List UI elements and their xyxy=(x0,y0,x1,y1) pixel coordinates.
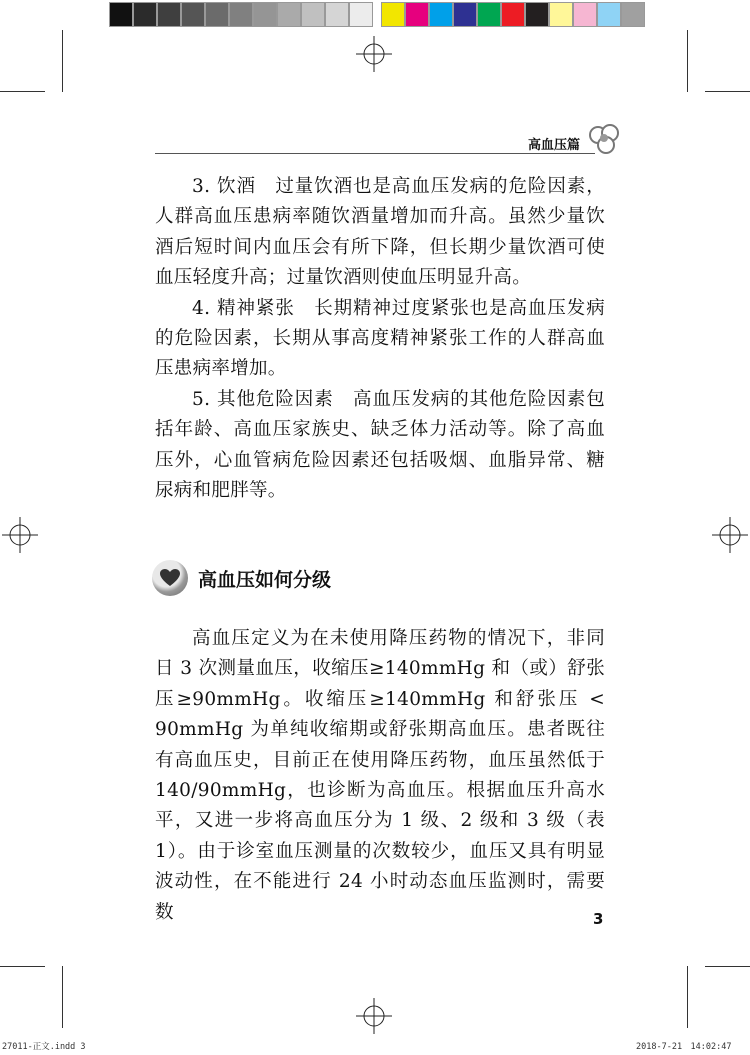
gray-swatch xyxy=(205,2,229,27)
color-swatch xyxy=(573,2,597,27)
slug-timestamp: 2018-7-21 14:02:47 xyxy=(636,1042,732,1052)
gray-swatch xyxy=(181,2,205,27)
gray-swatch xyxy=(157,2,181,27)
color-swatch xyxy=(405,2,429,27)
gray-swatch xyxy=(325,2,349,27)
registration-mark xyxy=(712,517,748,553)
paragraph-definition: 高血压定义为在未使用降压药物的情况下，非同日 3 次测量血压，收缩压≥140mmHg 和（或）舒张压≥90mmHg。收缩压≥140mmHg 和舒张压 < 90mmHg 为单纯收缩期或舒张期高血压。患者既往有高血压史，目前正在使用降压药物，血压虽然低于 140/90mmHg，也诊断为高血压。根据血压升高水平，又进一步将高血压分为 1 级、2 级和 3 级（表 1）。由于诊室血压测量的次数较少，血压又具有明显波动性，在不能进行 24 小时动态血压监测时，需要数 xyxy=(155,628,605,923)
crop-mark xyxy=(705,91,750,92)
heart-icon xyxy=(160,569,180,587)
crop-mark xyxy=(0,966,45,967)
color-swatch xyxy=(453,2,477,27)
section-heading xyxy=(152,560,331,596)
page-number: 3 xyxy=(593,910,604,928)
section-title: 高血压如何分级 xyxy=(198,568,332,591)
slug-filename: 27011-正文.indd 3 xyxy=(2,1042,86,1052)
crop-mark xyxy=(62,30,63,92)
color-swatch xyxy=(501,2,525,27)
crop-mark xyxy=(62,966,63,1028)
color-swatch xyxy=(621,2,645,27)
gray-swatch xyxy=(229,2,253,27)
registration-mark xyxy=(2,517,38,553)
running-head: 高血压篇 xyxy=(528,138,581,153)
color-swatch xyxy=(477,2,501,27)
crop-mark xyxy=(705,966,750,967)
crop-mark xyxy=(687,966,688,1028)
crop-mark xyxy=(687,30,688,92)
gray-swatch xyxy=(253,2,277,27)
color-swatch xyxy=(381,2,405,27)
paragraph-other-risks: 5. 其他危险因素 高血压发病的其他危险因素包括年龄、高血压家族史、缺乏体力活动等。除了高血压外，心血管病危险因素还包括吸烟、血脂异常、糖尿病和肥胖等。 xyxy=(155,388,605,502)
swatch-gap xyxy=(373,2,381,28)
gray-swatch xyxy=(109,2,133,27)
body-text-bottom xyxy=(155,624,605,928)
color-bars xyxy=(109,2,645,28)
paragraph-stress: 4. 精神紧张 长期精神过度紧张也是高血压发病的危险因素，长期从事高度精神紧张工作的人群高血压患病率增加。 xyxy=(155,297,605,380)
gray-swatch xyxy=(133,2,157,27)
color-swatch xyxy=(549,2,573,27)
color-swatch xyxy=(597,2,621,27)
body-text-top xyxy=(155,172,605,506)
paragraph-drinking: 3. 饮酒 过量饮酒也是高血压发病的危险因素，人群高血压患病率随饮酒量增加而升高。虽然少量饮酒后短时间内血压会有所下降，但长期少量饮酒可使血压轻度升高；过量饮酒则使血压明显升高。 xyxy=(155,176,605,289)
header-rule xyxy=(155,153,595,154)
flower-icon xyxy=(584,121,624,157)
color-swatch xyxy=(429,2,453,27)
gray-swatch xyxy=(277,2,301,27)
heart-badge xyxy=(152,560,188,596)
registration-mark xyxy=(356,998,392,1034)
color-swatch xyxy=(525,2,549,27)
registration-mark xyxy=(356,36,392,72)
gray-swatch xyxy=(301,2,325,27)
crop-mark xyxy=(0,91,45,92)
gray-swatch xyxy=(349,2,373,27)
